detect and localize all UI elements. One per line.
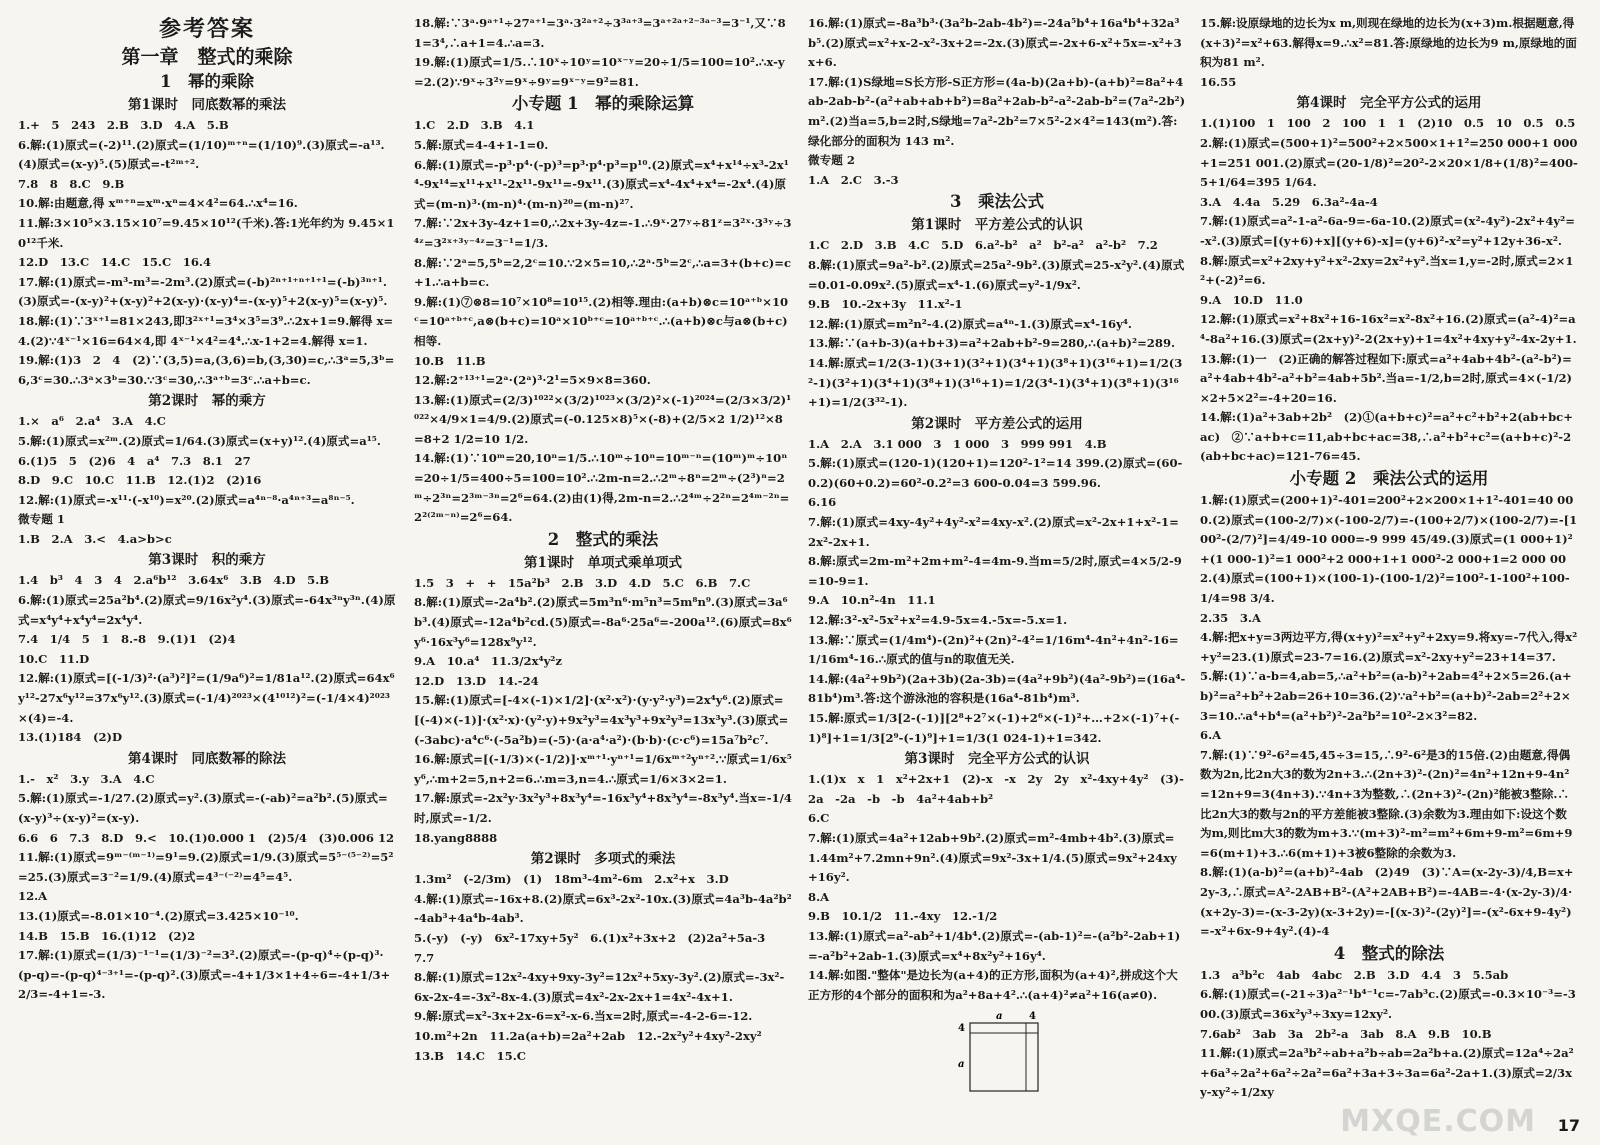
answer-line: 15.解:原式=1/3[2-(-1)][2⁸+2⁷×(-1)+2⁶×(-1)²+…+2×(-1)⁷+(-1)⁸]+1=1/3[2⁹-(-1)⁹]+1=1/3(1 024-1)+1=342. [808,711,1180,745]
answer-line: 1.× a⁶ 2.a⁴ 3.A 4.C [18,414,166,429]
lesson-heading: 第1课时 单项式乘单项式 [524,554,682,571]
answer-line: 13.(1)原式=-8.01×10⁻⁴.(2)原式=3.425×10⁻¹⁰. [18,908,299,923]
answer-line: 8.解:原式=2m-m²+2m+m²-4=4m-9.当m=5/2时,原式=4×5/2-9=10-9=1. [808,554,1182,588]
answer-line: 9.A 10.a⁴ 11.3/2x⁴y²z [414,654,562,669]
answer-line: 10.解:由题意,得 xᵐ⁺ⁿ=xᵐ·xⁿ=4×4²=64.∴x⁴=16. [18,196,298,211]
lesson-heading: 第1课时 同底数幂的乘法 [128,97,286,113]
column-3 [808,14,1186,1134]
answer-line: 4.解:把x+y=3两边平方,得(x+y)²=x²+y²+2xy=9.将xy=-7代入,得x²+y²=23.(1)原式=23-7=16.(2)原式=x²-2xy+y²=23+14=37. [1200,630,1578,664]
lesson-heading: 第4课时 同底数幂的除法 [128,750,286,767]
answer-line: 19.解:(1)3 2 4 (2)∵(3,5)=a,(3,6)=b,(3,30)=c,∴3ᵃ=5,3ᵇ=6,3ᶜ=30.∴3ᵃ×3ᵇ=30.∵3ᶜ=30,∴3ᵃ⁺ᵇ=3ᶜ.∴a+b=c. [18,353,395,387]
diagram-label-top-a: a [996,1011,1003,1023]
answer-line: 6.解:(1)原式=-p³·p⁴·(-p)³=p³·p⁴·p³=p¹⁰.(2)原式=x⁴+x¹⁴÷x³-2x¹⁴-9x¹⁴=x¹¹+x¹¹-2x¹¹-9x¹¹=-9x¹¹.(3)原式=x⁴-4x⁴+x⁴=-2x⁴.(4)原式=(m-n)³·(m-n)⁴·(m-n)²⁰=(m-n)²⁷. [414,157,789,211]
answer-line: 1.(1)x x 1 x²+2x+1 (2)-x -x 2y 2y x²-4xy+4y² (3)-2a -2a -b -b 4a²+4ab+b² [808,772,1184,806]
answer-line: 6.解:(1)原式=25a²b⁴.(2)原式=9/16x²y⁴.(3)原式=-64x³ⁿy³ⁿ.(4)原式=x⁴y⁴+x⁴y⁴=2x⁴y⁴. [18,593,396,627]
answer-line: 12.A [18,889,48,904]
answer-line: 2.35 3.A [1200,610,1261,625]
lesson-heading: 第4课时 完全平方公式的运用 [1296,95,1482,112]
answer-line: 8.解:(1)原式=12x²-4xy+9xy-3y²=12x²+5xy-3y².(2)原式=-3x²-6x-2x-4=-3x²-8x-4.(3)原式=4x²-2x-2x+1=4x²-4x+1. [414,970,785,1004]
answer-line: 11.解:(1)原式=9ᵐ⁻⁽ᵐ⁻¹⁾=9¹=9.(2)原式=1/9.(3)原式=5⁵⁻⁽⁵⁻²⁾=5²=25.(3)原式=3⁻²=1/9.(4)原式=4³⁻⁽⁻²⁾=4⁵=4⁵. [18,850,394,884]
answer-line: 10.B 11.B [414,353,486,368]
lesson-heading: 第2课时 平方差公式的运用 [911,415,1083,432]
answer-line: 1.解:(1)原式=(200+1)²-401=200²+2×200×1+1²-401=40 000.(2)原式=(100-2/7)×(-100-2/7)=-(100+2/7)×(100-2/7)=-[100²-(2/7)²]=4/49-10 000=-9 999 45/49.(3)原式=(1 000+1)²+(1 000-1)²=1 000²+2 000+1+1 000²-2 000+1=2 000 002.(4)原式=(100+1)×(100-1)-(100-1/2)²=100²-1-100²+100-1/4=98 3/4. [1200,493,1578,606]
lesson-heading: 第3课时 完全平方公式的认识 [904,751,1090,768]
answer-line: 18.解:∵3ᵃ·9ᵃ⁺¹÷27ᵃ⁺¹=3ᵃ·3²ᵃ⁺²÷3³ᵃ⁺³=3ᵃ⁺²ᵃ⁺²⁻³ᵃ⁻³=3⁻¹,又∵81=3⁴,∴a+1=4.∴a=3. [414,16,786,50]
answer-line: 9.解:(1)⑦⊗8=10⁷×10⁸=10¹⁵.(2)相等.理由:(a+b)⊗c=10ᵃ⁺ᵇ×10ᶜ=10ᵃ⁺ᵇ⁺ᶜ,a⊗(b+c)=10ᵃ×10ᵇ⁺ᶜ=10ᵃ⁺ᵇ⁺ᶜ.∴(a+b)⊗c与a⊗(b+c)相等. [414,294,789,348]
main-title: 参考答案 [158,16,255,42]
column-1 [18,14,396,1134]
answer-line: 14.解:(1)a²+3ab+2b² (2)①(a+b+c)²=a²+c²+b²+2(ab+bc+ac) ②∵a+b+c=11,ab+bc+ac=38,∴a²+b²+c²=(a+b+c)²-2(ab+bc+ac)=121-76=45. [1200,410,1573,464]
answer-line: 9.A 10.n²-4n 11.1 [808,593,936,608]
answer-line: 6.16 [808,495,837,510]
answer-line: 7.解:(1)原式=4xy-4y²+4y²-x²=4xy-x².(2)原式=x²-2x+1+x²-1=2x²-2x+1. [808,515,1179,549]
answer-line: 7.解:∵2x+3y-4z+1=0,∴2x+3y-4z=-1.∴9ˣ·27ʸ÷81ᶻ=3²ˣ·3³ʸ÷3⁴ᶻ=3²ˣ⁺³ʸ⁻⁴ᶻ=3⁻¹=1/3. [414,216,792,250]
answer-line: 13.解:(1)一 (2)正确的解答过程如下:原式=a²+4ab+4b²-(a²-b²)=a²+4ab+4b²-a²+b²=4ab+5b².当a=-1/2,b=2时,原式=4×(-1/2)×2+5×2²=-4+20=16. [1200,351,1573,405]
answer-line: 1.C 2.D 3.B 4.1 [414,118,535,133]
diagram-label-left-4: 4 [958,1023,965,1035]
answer-line: 13.解:∵原式=(1/4m⁴)-(2n)²+(2n)²-4²=1/16m⁴-4n²+4n²-16=1/16m⁴-16.∴原式的值与n的取值无关. [808,632,1179,667]
answer-line: 9.解:原式=x²-3x+2x-6=x²-x-6.当x=2时,原式=-4-2-6=-12. [414,1009,753,1024]
answer-line: 7.解:(1)∵9²-6²=45,45÷3=15,∴9²-6²是3的15倍.(2)由题意,得偶数为2n,比2n大3的数为2n+3.∴(2n+3)²-(2n)²=4n²+12n+9-4n²=12n+9=3(4n+3).∵4n+3为整数,∴(2n+3)²-(2n)²能被3整除.∴比2n大3的数与2n的平方差能被3整除.(3)余数为3.理由如下:设这个数为m,则比m大3的数为m+3.∵(m+3)²-m²=m²+6m+9-m²=6m+9=6(m+1)+3.∴6(m+1)+3被6整除的余数为3. [1200,747,1573,860]
answer-line: 1.B 2.A 3.< 4.a>b>c [18,531,172,546]
answer-line: 9.B 10.-2x+3y 11.x²-1 [808,297,963,312]
section-heading: 4 整式的除法 [1333,943,1445,963]
section-heading: 2 整式的乘法 [547,529,659,549]
sub-heading: 微专题 2 [808,153,855,168]
square-diagram [952,1009,1042,1095]
lesson-heading: 第2课时 多项式的乘法 [530,851,676,868]
lesson-heading: 第1课时 平方差公式的认识 [911,217,1083,234]
sub-heading: 微专题 1 [18,512,65,527]
answer-line: 17.解:(1)S绿地=S长方形-S正方形=(4a-b)(2a+b)-(a+b)²=8a²+4ab-2ab-b²-(a²+ab+ab+b²)=8a²+2ab-b²-a²-2ab-b²=(7a²-2b²)m².(2)当a=5,b=2时,S绿地=7a²-2b²=7×5²-2×4²=143(m²).答:绿化部分的面积为 143 m². [808,74,1186,148]
answer-line: 1.A 2.A 3.1 000 3 1 000 3 999 991 4.B [808,436,1107,451]
answer-line: 14.解:(1)∵10ᵐ=20,10ⁿ=1/5.∴10ᵐ÷10ⁿ=10ᵐ⁻ⁿ=(10ᵐ)ᵐ÷10ⁿ=20÷1/5=400÷5=100=10².∴2m-n=2.∴2ᵐ÷8ⁿ=2ᵐ÷(2³)ⁿ=2ᵐ÷2³ⁿ=2³ᵐ⁻³ⁿ=2⁶=64.(2)由(1)得,2m-n=2.∴2⁴ᵐ÷2²ⁿ=2⁴ᵐ⁻²ⁿ=2²⁽²ᵐ⁻ⁿ⁾=2⁶=64. [414,451,790,525]
answer-line: 7.解:(1)原式=a²-1-a²-6a-9=-6a-10.(2)原式=(x²-4y²)-2x²+4y²=-x².(3)原式=[(y+6)+x][(y+6)-x]=(y+6)²-x²=y²+12y+36-x². [1200,214,1575,248]
answer-line: 14.B 15.B 16.(1)12 (2)2 [18,928,196,943]
answer-line: 14.解:原式=1/2(3-1)(3+1)(3²+1)(3⁴+1)(3⁸+1)(3¹⁶+1)=1/2(3²-1)(3²+1)(3⁴+1)(3⁸+1)(3¹⁶+1)=1/2(3⁴-1)(3⁴+1)(3⁸+1)(3¹⁶+1)=1/2(3³²-1). [808,355,1183,410]
answer-line: 12.D 13.D 14.-24 [414,673,539,688]
answer-line: 14.解:如图."整体"是边长为(a+4)的正方形,面积为(a+4)²,拼成这个大正方形的4个部分的面积和为a²+8a+4².∴(a+4)²≠a²+16(a≠0). [808,968,1178,1002]
answer-line: 15.解:设原绿地的边长为x m,则现在绿地的边长为(x+3)m.根据题意,得(x+3)²=x²+63.解得x=9.∴x²=81.答:原绿地的边长为9 m,原绿地的面积为81 m². [1200,16,1577,70]
answer-line: 6.A [1200,728,1222,743]
answer-line: 5.解:(1)原式=x²ᵐ.(2)原式=1/64.(3)原式=(x+y)¹².(4)原式=a¹⁵. [18,433,381,448]
diagram-label-left-a: a [958,1059,965,1071]
answer-line: 8.D 9.C 10.C 11.B 12.(1)2 (2)16 [18,473,262,488]
page-number: 17 [1557,1116,1580,1135]
answer-line: 13.解:(1)原式=(2/3)¹⁰²²×(3/2)¹⁰²³×(3/2)²×(-1)²⁰²⁴=(2/3×3/2)¹⁰²²×4/9×1=4/9.(2)原式=(-0.125×8)⁵×(-8)+(2/5×2 1/2)¹²×8=8+2 1/2=10 1/2. [414,392,792,446]
section-heading: 小专题 2 乘法公式的运用 [1289,469,1489,489]
answer-line: (4)原式=(x-y)⁵.(5)原式=-t²ᵐ⁺². [18,157,200,172]
answer-line: 8.解:(1)原式=-2a⁴b².(2)原式=5m³n⁶·m⁵n³=5m⁸n⁹.(3)原式=3a⁶b³.(4)原式=-12a⁴b²cd.(5)原式=-8a⁶·25a⁶=-200a¹².(6)原式=8x⁶y⁶·16x³y⁶=128x⁹y¹². [414,595,792,649]
answer-line: 11.解:3×10⁵×3.15×10⁷=9.45×10¹²(千米).答:1光年约为 9.45×10¹²千米. [18,215,395,250]
answer-line: 12.解:(1)原式=m²n²-4.(2)原式=a⁴ⁿ-1.(3)原式=x⁴-16y⁴. [808,316,1132,331]
answer-line: 17.解:原式=-2x²y·3x²y³+8x³y⁴=-16x³y⁴+8x³y⁴=-8x³y⁴.当x=-1/4时,原式=-1/2. [414,791,792,825]
answer-line: 18.解:(1)∵3ˣ⁺¹=81×243,即3²ˣ⁺¹=3⁴×3⁵=3⁹.∴2x+1=9.解得 x=4.(2)∵4ˣ⁻¹×16=64×4,即 4ˣ⁻¹×4²=4⁴.∴x-1+2=4.解得 x=1. [18,313,394,348]
answer-line: 19.解:(1)原式=1/5.∴10ˣ÷10ʸ=10ˣ⁻ʸ=20÷1/5=100=10².∴x-y=2.(2)∵9ˣ÷3²ʸ=9ˣ÷9ʸ=9ˣ⁻ʸ=9²=81. [414,55,785,89]
answer-line: 10.C 11.D [18,651,90,666]
answer-line: 6.(1)5 5 (2)6 4 a⁴ 7.3 8.1 27 [18,453,251,468]
answer-line: 8.解:原式=x²+2xy+y²+x²-2xy=2x²+y².当x=1,y=-2时,原式=2×1²+(-2)²=6. [1200,253,1574,288]
answer-line: 5.解:(1)原式=-1/27.(2)原式=y².(3)原式=-(-ab)²=a²b².(5)原式=(x-y)³÷(x-y)²=(x-y). [18,791,388,825]
answer-line: 1.A 2.C 3.-3 [808,172,899,187]
answer-line: 8.解:(1)(a-b)²=(a+b)²-4ab (2)49 (3)∵A=(x-2y-3)/4,B=x+2y-3,∴原式=A²-2AB+B²-(A²+2AB+B²)=-4AB=-4·(x-2y-3)/4·(x+2y-3)=-(x-3-2y)(x-3+2y)=-[(x-3)²-(2y)²]=-(x²-6x+9-4y²)=-x²+6x-9+4y².(4)-4 [1200,865,1574,939]
answer-line: 18.yang8888 [414,830,498,845]
answer-line: 4.解:(1)原式=-16x+8.(2)原式=6x³-2x²-10x.(3)原式=4a³b-4a²b²-4ab³+4a⁴b-4ab³. [414,891,792,926]
answer-line: 9.A 10.D 11.0 [1200,292,1303,307]
answer-line: 6.解:(1)原式=(-2)¹¹.(2)原式=(1/10)ᵐ⁺ⁿ=(1/10)⁹.(3)原式=-a¹³. [18,137,385,152]
answer-line: 9.B 10.1/2 11.-4xy 12.-1/2 [808,909,998,924]
answer-line: 15.解:(1)原式=[-4×(-1)×1/2]·(x²·x²)·(y·y²·y³)=2x⁴y⁶.(2)原式=[(-4)×(-1)]·(x²·x)·(y²·y)+9x²y³=4x³y³+9x²y³=13x³y³.(3)原式=(-3abc)·a⁴c⁶·(-5a²b)=(-5)·(a·a⁴·a²)·(b·b)·(c·c⁶)=15a⁷b²c⁷. [414,693,789,747]
answer-line: 14.解:(4a²+9b²)(2a+3b)(2a-3b)=(4a²+9b²)(4a²-9b²)=(16a⁴-81b⁴)m³.答:这个游泳池的容积是(16a⁴-81b⁴)m³. [808,671,1186,706]
answer-line: 1.5 3 + + 15a²b³ 2.B 3.D 4.D 5.C 6.B 7.C [414,575,751,590]
answer-line: 13.(1)184 (2)D [18,730,123,745]
answer-line: 1.4 b³ 4 3 4 2.a⁶b¹² 3.64x⁶ 3.B 4.D 5.B [18,573,330,588]
answer-line: 8.解:(1)原式=9a²-b².(2)原式=25a²-9b².(3)原式=25-x²y².(4)原式=0.01-0.09x².(5)原式=x⁴-1.(6)原式=y²-1/9x². [808,257,1185,292]
answer-line: 6.6 6 7.3 8.D 9.< 10.(1)0.000 1 (2)5/4 (3)0.006 12 [18,830,395,845]
answer-line: 10.m²+2n 11.2a(a+b)=2a²+2ab 12.-2x²y²+4xy²-2xy² [414,1028,762,1043]
diagram-label-top-4: 4 [1029,1011,1036,1023]
answer-line: 12.解:(1)原式=x²+8x²+16-16x²=x²-8x²+16.(2)原式=(a²-4)²=a⁴-8a²+16.(3)原式=(2x+y)²-2(2x+y)+1=4x²+4xy+y²-4x-2y+1. [1200,312,1577,346]
answer-line: 1.3 a³b²c 4ab 4abc 2.B 3.D 4.4 3 5.5ab [1200,967,1509,982]
answer-line: 5.解:(1)原式=(120-1)(120+1)=120²-1²=14 399.(2)原式=(60-0.2)(60+0.2)=60²-0.2²=3 600-0.04=3 599.96. [808,456,1183,490]
answer-line: 6.解:(1)原式=(-21÷3)a²⁻¹b⁴⁻¹c=-7ab³c.(2)原式=-0.3×10⁻³=-300.(3)原式=36x²y³÷3xy=12xy². [1200,987,1576,1021]
answer-line: 17.解:(1)原式=-m³-m³=-2m³.(2)原式=(-b)²ⁿ⁺¹⁺ⁿ⁺¹⁺¹=(-b)³ⁿ⁺¹.(3)原式=-(x-y)²+(x-y)²+2(x-y)·(x-y)⁴=-(x-y)⁵+2(x-y)⁵=(x-y)⁵. [18,274,388,309]
section-heading: 小专题 1 幂的乘除运算 [511,94,695,114]
answer-line: 16.解:(1)原式=-8a³b³·(3a²b-2ab-4b²)=-24a⁵b⁴+16a⁴b⁴+32a³b⁵.(2)原式=x²+x-2-x²-3x+2=-2x.(3)原式=-2x+6-x²+5x=-x²+3x+6. [808,16,1182,70]
answer-line: 13.B 14.C 15.C [414,1048,526,1063]
lesson-heading: 第2课时 幂的乘方 [148,393,266,410]
column-4 [1200,14,1578,1134]
answer-line: 3.A 4.4a 5.29 6.3a²-4a-4 [1200,194,1378,209]
lesson-heading: 第3课时 积的乘方 [148,552,266,569]
answer-line: 12.解:2⁺¹³⁺¹=2ᵃ·(2ᵃ)³·2¹=5×9×8=360. [414,373,651,388]
answer-line: 1.(1)100 1 100 2 100 1 1 (2)10 0.5 10 0.5 0.5 [1200,116,1576,131]
answer-line: 12.解:(1)原式=-x¹¹·(-x¹⁰)=x²⁰.(2)原式=a⁴ⁿ⁻⁸·a⁴ⁿ⁺³=a⁸ⁿ⁻⁵. [18,492,355,507]
answer-line: 11.解:(1)原式=2a³b²÷ab+a²b÷ab=2a²b+a.(2)原式=12a⁴÷2a²+6a³÷2a²+6a²÷2a²=6a²+3a+3÷3a=6a²-2a+1.(3)原式=2/3xy-xy²÷1/2xy [1200,1046,1574,1100]
answer-line: 7.解:(1)原式=4a²+12ab+9b².(2)原式=m²-4mb+4b².(3)原式=1.44m²+7.2mn+9n².(4)原式=9x²-3x+1/4.(5)原式=9x²+24xy+16y². [808,830,1177,885]
answer-line: 1.3m² (-2/3m) (1) 18m³-4m²-6m 2.x²+x 3.D [414,872,729,887]
answer-line: 8.解:∵2ᵃ=5,5ᵇ=2,2ᶜ=10.∵2×5=10,∴2ᵃ·5ᵇ=2ᶜ,∴a=3+(b+c)=c+1.∴a+b=c. [414,255,792,290]
answer-line: 12.D 13.C 14.C 15.C 16.4 [18,255,212,270]
answer-line: 7.6ab² 3ab 3a 2b²-a 3ab 8.A 9.B 10.B [1200,1026,1492,1041]
answer-line: 2.解:(1)原式=(500+1)²=500²+2×500×1+1²=250 000+1 000+1=251 001.(2)原式=(20-1/8)²=20²-2×20×1/8+(1/8)²=400-5+1/64=395 1/64. [1200,135,1578,190]
answer-line: 5.解:(1)∵a-b=4,ab=5,∴a²+b²=(a-b)²+2ab=4²+2×5=26.(a+b)²=a²+b²+2ab=26+10=36.(2)∵a²+b²=(a+b)²-2ab=2²+2×3=10.∴a⁴+b⁴=(a²+b²)²-2a²b²=10²-2×3²=82. [1200,669,1572,723]
answer-line: 7.8 8 8.C 9.B [18,176,125,191]
answer-line: 8.A [808,889,830,904]
answer-line: 16.55 [1200,74,1237,89]
answer-line: 5.解:原式=4-4+1-1=0. [414,137,549,152]
answer-line: 12.解:(1)原式=[(-1/3)²·(a³)²]²=(1/9a⁶)²=1/81a¹².(2)原式=64x⁶y¹²-27x⁶y¹²=37x⁶y¹².(3)原式=(-1/4)²⁰²³×(4¹⁰¹²)²=(-1/4×4)²⁰²³×(4)=-4. [18,671,395,725]
column-2 [414,14,792,1134]
answer-line: 1.C 2.D 3.B 4.C 5.D 6.a²-b² a² b²-a² a²-b² 7.2 [808,238,1158,253]
watermark: MXQE.COM [1340,1104,1536,1139]
answer-line: 13.解:∵(a+b-3)(a+b+3)=a²+2ab+b²-9=280,∴(a+b)²=289. [808,336,1176,351]
section-heading: 1 幂的乘除 [160,72,254,91]
answer-line: 7.7 [414,950,435,965]
answer-line: 6.C [808,811,830,826]
answer-line: 1.+ 5 243 2.B 3.D 4.A 5.B [18,118,229,132]
answer-line: 16.解:原式=[(-1/3)×(-1/2)]·xᵐ⁺¹·yⁿ⁺¹=1/6xᵐ⁺²yⁿ⁺².∵原式=1/6x⁵y⁶,∴m+2=5,n+2=6.∴m=3,n=4.∴原式=1/6×3×2=1. [414,752,792,786]
answer-line: 13.解:(1)原式=a²-ab²+1/4b⁴.(2)原式=-(ab-1)²=-(a²b²-2ab+1)=-a²b²+2ab-1.(3)原式=x⁴+8x²y²+16y⁴. [808,928,1181,963]
answer-line: 7.4 1/4 5 1 8.-8 9.(1)1 (2)4 [18,632,236,647]
answer-line: 17.解:(1)原式=(1/3)⁻¹⁻¹=(1/3)⁻²=3².(2)原式=-(p-q)⁴÷(p-q)³·(p-q)=-(p-q)⁴⁻³⁺¹=-(p-q)².(3)原式=-4+1/3×1+4÷6=-4+1/3+2/3=-4+1=-3. [18,948,391,1002]
answer-line: 5.(-y) (-y) 6x²-17xy+5y² 6.(1)x²+3x+2 (2)2a²+5a-3 [414,930,766,945]
chapter-heading: 第一章 整式的乘除 [121,46,293,68]
answer-line: 12.解:3²-x²-5x²+x²=4.9-5x=4.-5x=-5.x=1. [808,613,1068,628]
answer-line: 1.- x² 3.y 3.A 4.C [18,771,155,786]
section-heading: 3 乘法公式 [950,192,1044,212]
